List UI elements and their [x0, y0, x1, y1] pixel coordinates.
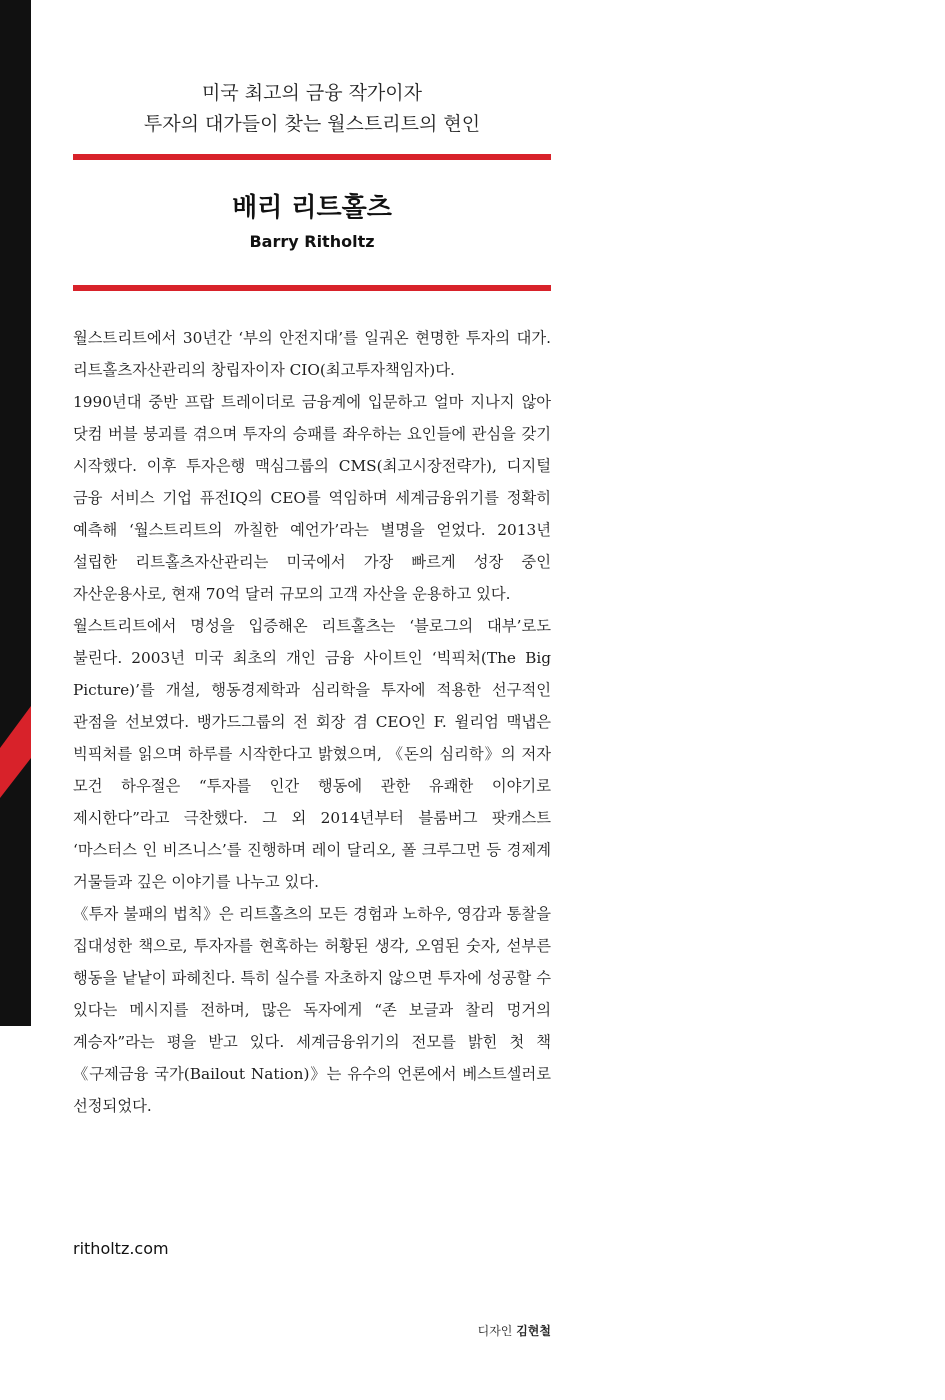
bio-paragraph: 월스트리트에서 30년간 ‘부의 안전지대’를 일궈온 현명한 투자의 대가. 리트홀츠자산관리의 창립자이자 CIO(최고투자책임자)다.: [73, 329, 551, 379]
design-credit: [478, 1322, 551, 1340]
author-biography: [73, 322, 551, 1122]
designer-name: 김현철: [516, 1324, 551, 1338]
design-credit-label: 디자인: [477, 1324, 513, 1338]
spine-bar: [0, 0, 31, 1026]
red-rule-top: [73, 154, 551, 160]
tagline-line-2: 투자의 대가들이 찾는 월스트리트의 현인: [143, 113, 481, 135]
tagline: [73, 78, 551, 140]
spine-red-accent: [0, 706, 31, 806]
bio-paragraph: 월스트리트에서 명성을 입증해온 리트홀츠는 ‘블로그의 대부’로도 불린다. 2003년 미국 최초의 개인 금융 사이트인 ‘빅픽처(The Big Picture)’를 개설, 행동경제학과 심리학을 투자에 적용한 선구적인 관점을 선보였다. 뱅가드그룹의 전 회장 겸 CEO인 F. 윌리엄 맥냅은 빅픽처를 읽으며 하루를 시작한다고 밝혔으며, 《돈의 심리학》의 저자 모건 하우절은 “투자를 인간 행동에 관한 유쾌한 이야기로 제시한다”라고 극찬했다. 그 외 2014년부터 블룸버그 팟캐스트 ‘마스터스 인 비즈니스’를 진행하며 레이 달리오, 폴 크루그먼 등 경제계 거물들과 깊은 이야기를 나누고 있다.: [73, 617, 551, 891]
author-website: ritholtz.com: [73, 1239, 169, 1258]
bio-paragraph: 《투자 불패의 법칙》은 리트홀츠의 모든 경험과 노하우, 영감과 통찰을 집대성한 책으로, 투자자를 현혹하는 허황된 생각, 오염된 숫자, 섣부른 행동을 낱낱이 파헤친다. 특히 실수를 자초하지 않으면 투자에 성공할 수 있다는 메시지를 전하며, 많은 독자에게 “존 보글과 찰리 멍거의 계승자”라는 평을 받고 있다. 세계금융위기의 전모를 밝힌 첫 책 《구제금융 국가(Bailout Nation)》는 유수의 언론에서 베스트셀러로 선정되었다.: [73, 905, 551, 1115]
red-rule-bottom: [73, 285, 551, 291]
author-name-korean: 배리 리트홀츠: [232, 193, 392, 223]
tagline-line-1: 미국 최고의 금융 작가이자: [201, 82, 422, 104]
bio-paragraph: 1990년대 중반 프랍 트레이더로 금융계에 입문하고 얼마 지나지 않아 닷컴 버블 붕괴를 겪으며 투자의 승패를 좌우하는 요인들에 관심을 갖기 시작했다. 이후 투자은행 맥심그룹의 CMS(최고시장전략가), 디지털 금융 서비스 기업 퓨전IQ의 CEO를 역임하며 세계금융위기를 정확히 예측해 ‘월스트리트의 까칠한 예언가’라는 별명을 얻었다. 2013년 설립한 리트홀츠자산관리는 미국에서 가장 빠르게 성장 중인 자산운용사로, 현재 70억 달러 규모의 고객 자산을 운용하고 있다.: [73, 393, 551, 603]
author-name-english: Barry Ritholtz: [249, 232, 375, 251]
